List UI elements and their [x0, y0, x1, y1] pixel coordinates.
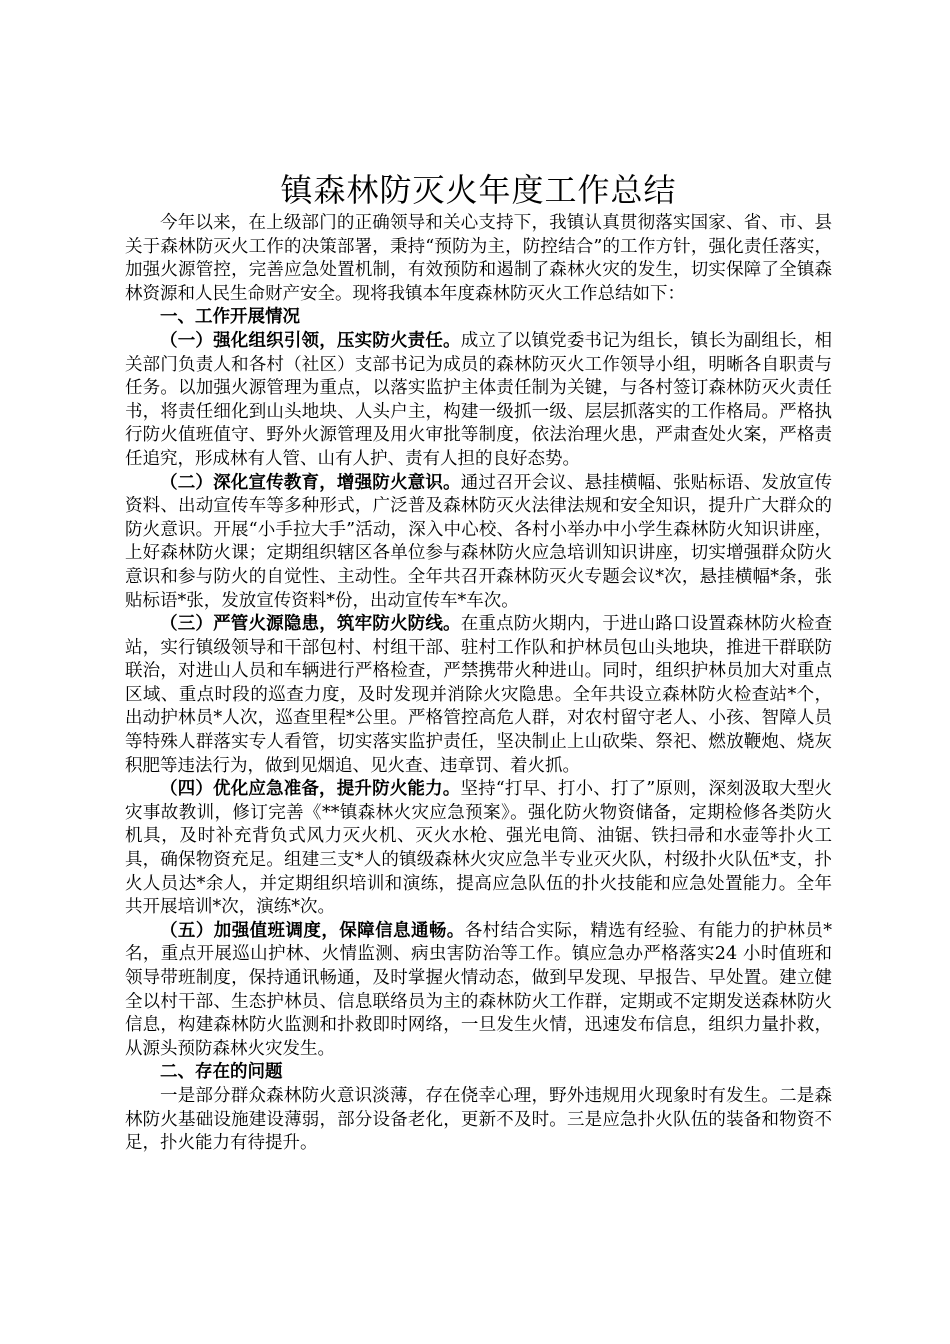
work-item-body: 成立了以镇党委书记为组长，镇长为副组长，相关部门负责人和各村（社区）支部书记为成员的森林防灭火工作领导小组，明晰各自职责与任务。以加强火源管理为重点，以落实监护主体责任制为关键，与各村签订森林防灭火责任书，将责任细化到山头地块、人头户主，构建一级抓一级、层层抓落实的工作格局。严格执行防火值班值守、野外火源管理及用火审批等制度，依法治理火患，严肃查处火案，严格责任追究，形成林有人管、山有人护、责有人担的良好态势。 [125, 330, 833, 469]
work-item-body: 坚持“打早、打小、打了”原则，深刻汲取大型火灾事故教训，修订完善《**镇森林火灾应急预案》。强化防火物资储备，定期检修各类防火机具，及时补充背负式风力灭火机、灭火水枪、强光电筒、油锯、铁扫帚和水壶等扑火工具，确保物资充足。组建三支*人的镇级森林火灾应急半专业灭火队，村级扑火队伍*支，扑火人员达*余人，并定期组织培训和演练，提高应急队伍的扑火技能和应急处置能力。全年共开展培训*次，演练*次。 [125, 779, 832, 918]
intro-paragraph: 今年以来，在上级部门的正确领导和关心支持下，我镇认真贯彻落实国家、省、市、县关于森林防灭火工作的决策部署，秉持“预防为主，防控结合”的工作方针，强化责任落实，加强火源管控，完善应急处置机制，有效预防和遏制了森林火灾的发生，切实保障了全镇森林资源和人民生命财产安全。现将我镇本年度森林防灭火工作总结如下： [125, 213, 832, 304]
work-item-lead: （五）加强值班调度，保障信息通畅。 [160, 920, 465, 941]
work-item-lead: （三）严管火源隐患，筑牢防火防线。 [160, 614, 461, 635]
document-body [125, 168, 832, 1156]
work-item-lead: （一）强化组织引领，压实防火责任。 [160, 330, 461, 351]
work-item-paragraph [125, 613, 832, 778]
work-item-body: 各村结合实际，精选有经验、有能力的护林员*名，重点开展巡山护林、火情监测、病虫害防治等工作。镇应急办严格落实24 小时值班和领导带班制度，保持通讯畅通，及时掌握火情动态，做到早发现、早报告、早处置。建立健全以村干部、生态护林员、信息联络员为主的森林防火工作群，定期或不定期发送森林防火信息，构建森林防火监测和扑救即时网络，一旦发生火情，迅速发布信息，组织力量扑救，从源头预防森林火灾发生。 [125, 920, 833, 1059]
problems-paragraph: 一是部分群众森林防火意识淡薄，存在侥幸心理，野外违规用火现象时有发生。二是森林防火基础设施建设薄弱，部分设备老化，更新不及时。三是应急扑火队伍的装备和物资不足，扑火能力有待提升。 [125, 1085, 832, 1154]
work-item-lead: （四）优化应急准备，提升防火能力。 [160, 779, 461, 800]
work-item-body: 在重点防火期内，于进山路口设置森林防火检查站，实行镇级领导和干部包村、村组干部、驻村工作队和护林员包山头地块，推进干群联防联治，对进山人员和车辆进行严格检查，严禁携带火种进山。同时，组织护林员加大对重点区域、重点时段的巡查力度，及时发现并消除火灾隐患。全年共设立森林防火检查站*个，出动护林员*人次，巡查里程*公里。严格管控高危人群，对农村留守老人、小孩、智障人员等特殊人群落实专人看管，切实落实监护责任，坚决制止上山砍柴、祭祀、燃放鞭炮、烧灰积肥等违法行为，做到见烟追、见火查、违章罚、着火抓。 [125, 614, 833, 776]
work-item-paragraph [125, 330, 832, 472]
work-item-paragraph [125, 920, 832, 1062]
work-item-paragraph [125, 472, 832, 614]
work-item-body: 通过召开会议、悬挂横幅、张贴标语、发放宣传资料、出动宣传车等多种形式，广泛普及森林防灭火法律法规和安全知识，提升广大群众的防火意识。开展“小手拉大手”活动，深入中心校、各村小举办中小学生森林防火知识讲座，上好森林防火课；定期组织辖区各单位参与森林防火应急培训知识讲座，切实增强群众防火意识和参与防火的自觉性、主动性。全年共召开森林防灭火专题会议*次，悬挂横幅*条，张贴标语*张，发放宣传资料*份，出动宣传车*车次。 [125, 472, 833, 611]
section-heading-work: 一、工作开展情况 [160, 307, 300, 328]
work-item-paragraph [125, 778, 832, 920]
section-heading-problems: 二、存在的问题 [160, 1062, 283, 1083]
document-title: 镇森林防灭火年度工作总结 [280, 171, 677, 209]
work-item-lead: （二）深化宣传教育，增强防火意识。 [160, 472, 461, 493]
